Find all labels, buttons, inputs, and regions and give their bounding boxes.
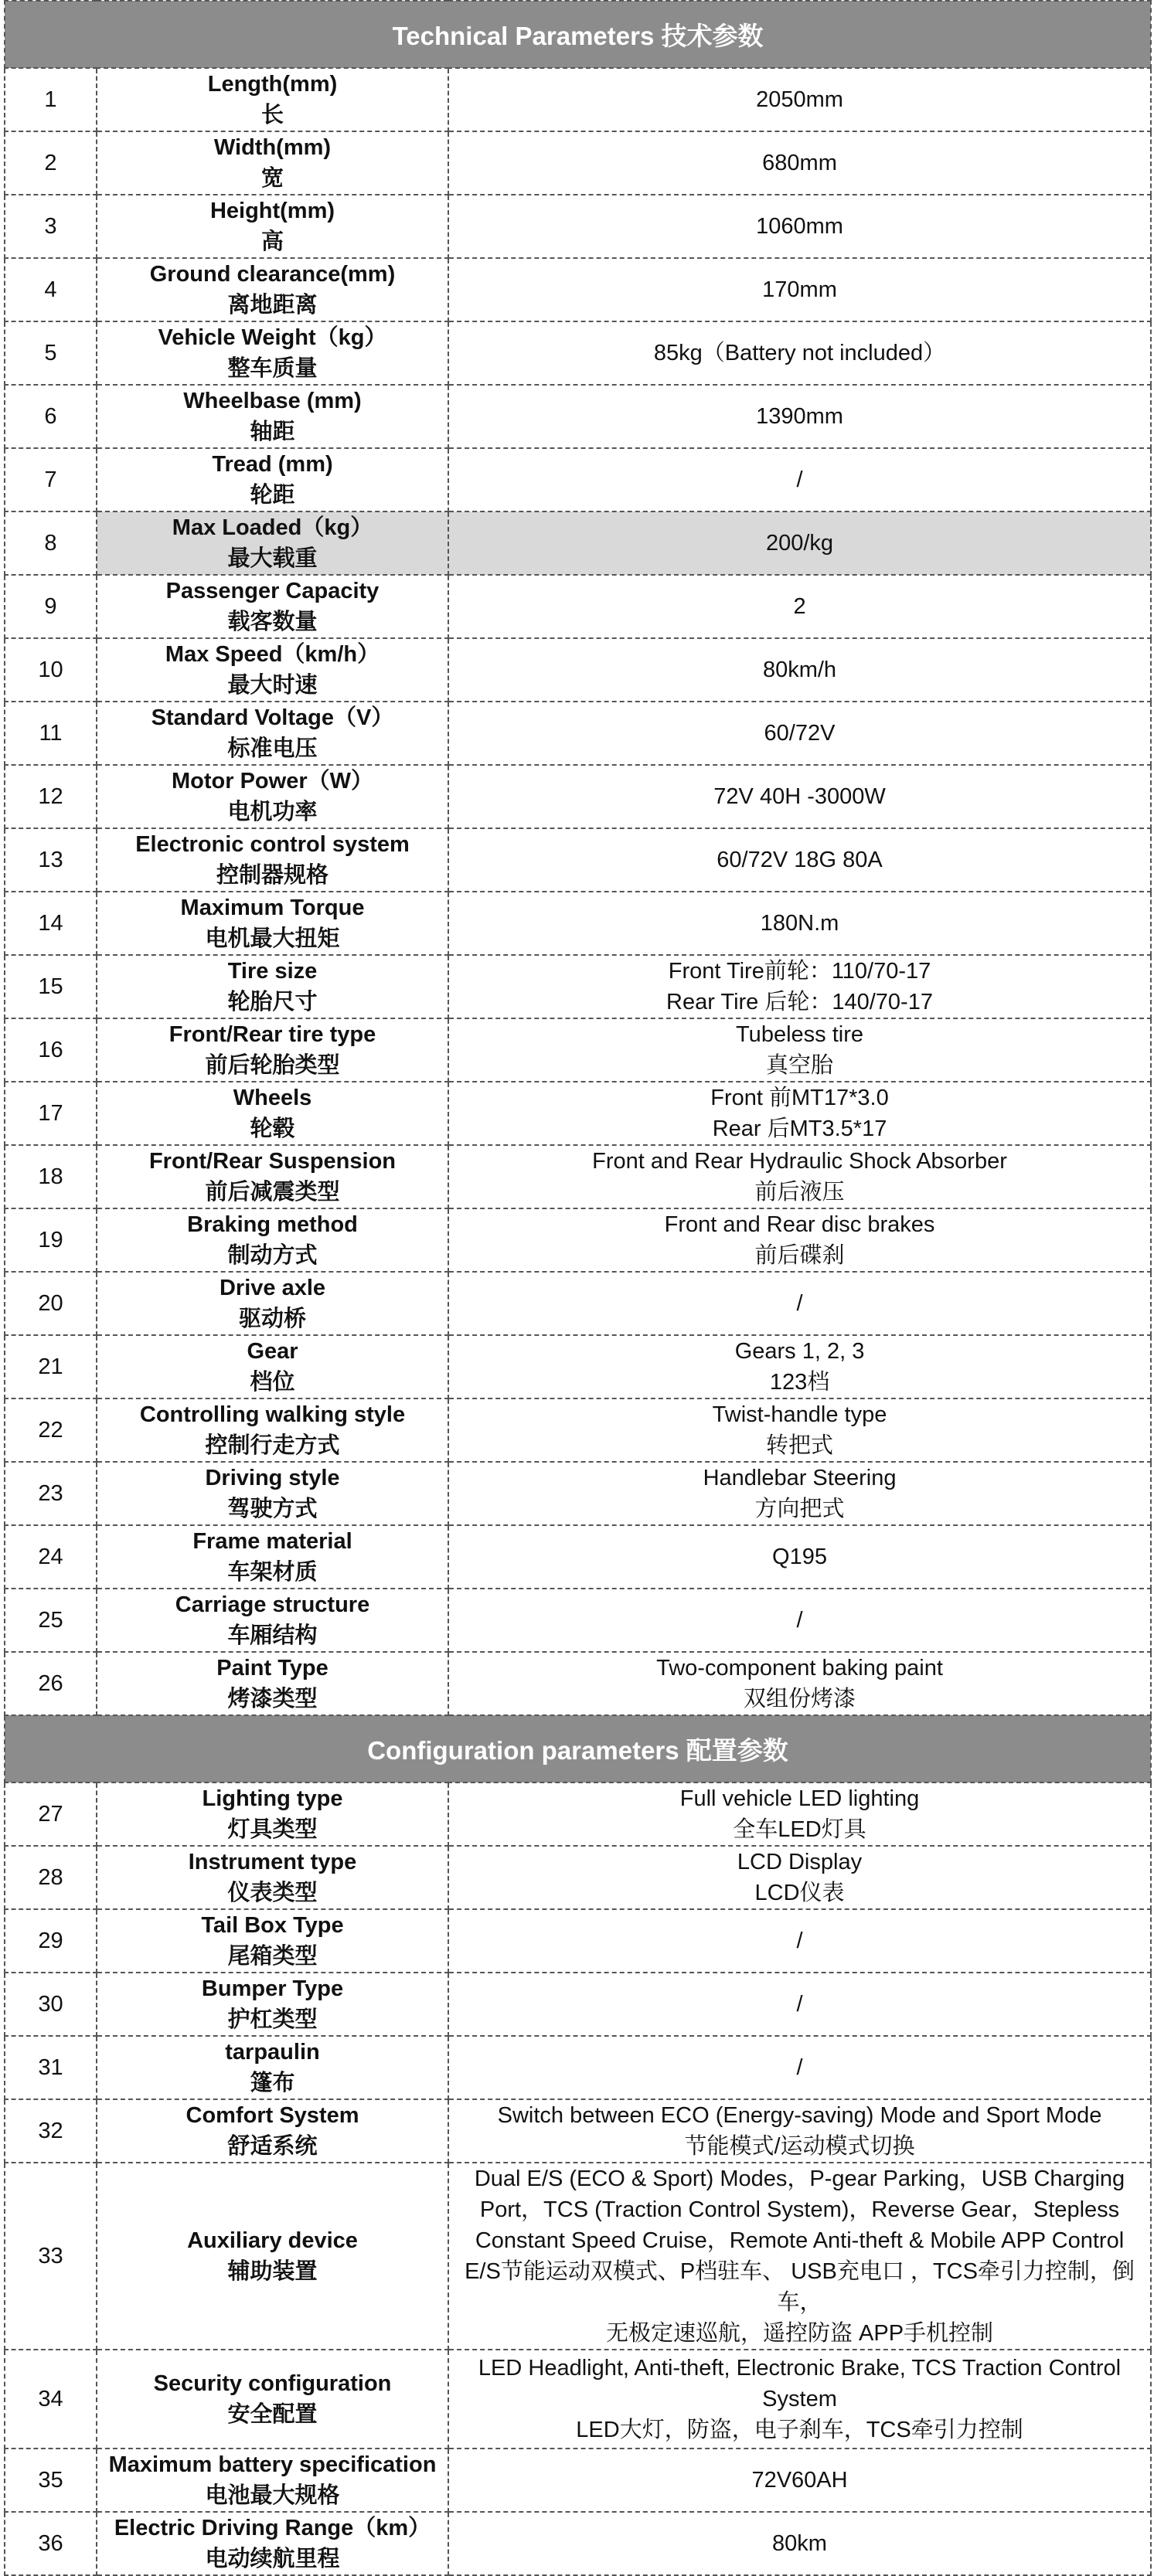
parameter-name-cn: 驾驶方式 [227,1497,318,1521]
parameter-sheet [4,0,1150,2576]
parameter-value-cell [448,575,1151,638]
parameter-value-line: 无极定速巡航，遥控防盗 APP手机控制 [605,2321,994,2346]
section-title: Configuration parameters 配置参数 [5,1715,1151,1782]
parameter-value-line: 72V 40H -3000W [713,784,886,809]
parameter-name-cell [97,1082,448,1145]
table-row [5,1398,1151,1462]
table-row [5,1462,1151,1525]
parameter-value-line: 200/kg [765,531,834,556]
parameter-name-cn: 最大载重 [227,546,318,571]
parameter-name-cn: 标准电压 [227,736,318,761]
parameter-value-cell [448,1589,1151,1652]
row-number: 2 [5,131,97,195]
table-row [5,68,1151,131]
parameter-name-cell [97,385,448,448]
parameter-value-cell [448,1335,1151,1398]
row-number: 12 [5,765,97,828]
parameter-name-cn: 辅助装置 [227,2259,318,2284]
parameter-name-en: Maximum Torque [180,895,365,920]
parameter-name-cell [97,1208,448,1272]
table-row [5,702,1151,765]
parameter-name-cell [97,1846,448,1909]
table-row [5,2036,1151,2099]
parameter-value-line: 前后碟刹 [754,1243,845,1268]
parameter-value-cell [448,1525,1151,1589]
parameter-value-cell [448,1398,1151,1462]
parameter-value-cell [448,2099,1151,2163]
table-row [5,765,1151,828]
parameter-name-en: Max Speed（km/h） [165,642,380,667]
parameter-name-cell [97,1782,448,1846]
table-row [5,1846,1151,1909]
parameter-name-cn: 烤漆类型 [227,1687,318,1711]
row-number: 33 [5,2163,97,2350]
parameter-value-cell [448,1145,1151,1208]
row-number: 19 [5,1208,97,1272]
parameter-value-line: LCD仪表 [754,1881,845,1905]
parameter-name-cell [97,2163,448,2350]
parameter-name-cn: 驱动桥 [238,1307,306,1331]
parameter-name-en: Width(mm) [213,135,332,160]
parameter-name-cell [97,1652,448,1715]
parameter-name-en: Driving style [205,1466,340,1490]
parameter-name-en: Electric Driving Range（km） [114,2516,431,2540]
parameter-value-line: E/S节能运动双模式、P档驻车、 USB充电口 ，TCS牵引力控制，倒车， [465,2259,1135,2315]
table-row [5,131,1151,195]
parameter-name-cn: 控制行走方式 [205,1433,340,1458]
parameter-value-line: / [796,2055,803,2080]
parameter-name-cell [97,765,448,828]
parameter-value-line: 真空胎 [766,1053,834,1078]
parameter-value-cell [448,195,1151,258]
table-row [5,892,1151,955]
parameter-name-en: Standard Voltage（V） [151,705,394,730]
table-row [5,258,1151,321]
table-row [5,1145,1151,1208]
parameter-value-line: Front and Rear disc brakes [664,1212,935,1237]
row-number: 20 [5,1272,97,1335]
row-number: 3 [5,195,97,258]
parameter-name-cn: 轮毂 [250,1116,295,1141]
table-row [5,511,1151,575]
parameter-value-line: Constant Speed Cruise，Remote Anti-theft & Mobile APP Control [475,2228,1125,2253]
parameter-name-en: Comfort System [186,2103,359,2128]
parameter-value-line: 1060mm [756,214,843,239]
table-row [5,1525,1151,1589]
parameter-name-cn: 制动方式 [227,1243,318,1268]
row-number: 6 [5,385,97,448]
parameter-value-cell [448,892,1151,955]
parameter-name-cell [97,1398,448,1462]
parameter-name-cell [97,1525,448,1589]
table-row [5,575,1151,638]
parameter-value-line: 180N.m [760,911,839,936]
table-row [5,1652,1151,1715]
parameter-name-cn: 最大时速 [227,673,318,698]
parameter-value-line: Switch between ECO (Energy-saving) Mode and Sport Mode [497,2103,1102,2128]
parameter-name-en: Gear [247,1339,298,1364]
parameter-value-line: 1390mm [756,404,843,429]
parameter-value-cell [448,1973,1151,2036]
row-number: 5 [5,321,97,385]
parameter-name-en: Braking method [187,1212,358,1237]
row-number: 18 [5,1145,97,1208]
parameter-name-en: Front/Rear Suspension [148,1149,397,1174]
table-row [5,1272,1151,1335]
parameter-value-line: Front Tire前轮：110/70-17 [668,959,931,984]
parameter-value-line: 2050mm [756,87,843,112]
parameter-name-cn: 轴距 [250,420,295,444]
parameter-name-cell [97,258,448,321]
parameter-value-cell [448,1846,1151,1909]
parameter-value-cell [448,258,1151,321]
parameter-name-cell [97,195,448,258]
parameter-name-cell [97,1909,448,1973]
parameter-value-cell [448,828,1151,892]
parameter-value-cell [448,1208,1151,1272]
table-row [5,2449,1151,2512]
parameter-value-line: Q195 [772,1545,827,1569]
parameter-value-cell [448,1272,1151,1335]
parameter-value-line: Gears 1, 2, 3 [734,1339,865,1364]
parameter-name-cell [97,2350,448,2449]
parameter-name-en: Tire size [227,959,318,984]
parameter-name-cn: 宽 [260,166,284,191]
parameter-name-cell [97,321,448,385]
parameter-name-cell [97,2512,448,2575]
row-number: 24 [5,1525,97,1589]
parameter-name-cn: 舒适系统 [227,2134,318,2159]
parameter-name-cell [97,1018,448,1082]
row-number: 28 [5,1846,97,1909]
parameter-name-en: Passenger Capacity [165,579,380,603]
row-number: 26 [5,1652,97,1715]
parameter-value-line: 680mm [762,151,837,175]
table-row [5,1909,1151,1973]
parameter-value-line: 方向把式 [754,1497,845,1521]
parameter-value-line: Front and Rear Hydraulic Shock Absorber [592,1149,1007,1174]
parameter-value-line: Two-component baking paint [656,1656,943,1681]
row-number: 17 [5,1082,97,1145]
parameter-name-en: Tread (mm) [212,452,333,477]
parameter-name-cell [97,1145,448,1208]
row-number: 4 [5,258,97,321]
parameter-name-cn: 轮胎尺寸 [227,990,318,1014]
parameter-value-cell [448,448,1151,511]
parameter-name-cell [97,131,448,195]
table-row [5,1208,1151,1272]
parameter-value-cell [448,321,1151,385]
parameter-value-line: 80km [772,2531,827,2556]
parameter-name-cell [97,448,448,511]
parameter-name-en: Auxiliary device [187,2228,358,2253]
parameter-value-line: Handlebar Steering [703,1466,897,1490]
parameter-name-cell [97,1973,448,2036]
parameter-name-en: Security configuration [153,2371,392,2396]
parameter-value-line: 80km/h [762,658,837,682]
parameter-name-en: Frame material [192,1529,352,1554]
parameter-value-line: 前后液压 [754,1180,845,1205]
parameter-value-line: 170mm [762,277,837,302]
parameter-name-cn: 车架材质 [227,1560,318,1585]
parameter-name-en: Max Loaded（kg） [172,515,373,540]
row-number: 15 [5,955,97,1018]
parameter-name-cell [97,828,448,892]
table-row [5,2099,1151,2163]
section-title: Technical Parameters 技术参数 [5,1,1151,68]
row-number: 9 [5,575,97,638]
parameter-name-cn: 高 [260,229,284,254]
parameter-value-line: / [796,1992,803,2017]
row-number: 34 [5,2350,97,2449]
parameter-value-cell [448,1462,1151,1525]
row-number: 10 [5,638,97,702]
parameter-value-line: Tubeless tire [736,1022,863,1047]
section-header [5,1,1151,68]
parameter-value-cell [448,1082,1151,1145]
parameter-value-line: / [796,1608,803,1633]
parameter-name-cell [97,1589,448,1652]
parameter-name-cn: 篷布 [250,2071,295,2095]
parameter-value-line: Full vehicle LED lighting [679,1786,920,1811]
parameter-value-line: LED大灯，防盗，电子刹车，TCS牵引力控制 [576,2418,1023,2442]
parameter-value-line: / [796,1929,803,1953]
spec-table [4,0,1152,2576]
parameter-name-en: Tail Box Type [201,1913,344,1938]
row-number: 35 [5,2449,97,2512]
row-number: 13 [5,828,97,892]
parameter-name-cn: 仪表类型 [227,1881,318,1905]
parameter-value-line: 全车LED灯具 [733,1817,866,1842]
parameter-name-cell [97,1335,448,1398]
parameter-value-cell [448,1782,1151,1846]
row-number: 16 [5,1018,97,1082]
table-row [5,1589,1151,1652]
parameter-name-cn: 电池最大规格 [205,2483,340,2508]
parameter-value-line: System [762,2387,837,2411]
parameter-name-cell [97,575,448,638]
parameter-name-en: Instrument type [188,1850,357,1874]
table-row [5,955,1151,1018]
parameter-value-line: Dual E/S (ECO & Sport) Modes，P-gear Parking，USB Charging [474,2166,1125,2191]
parameter-value-cell [448,2350,1151,2449]
row-number: 30 [5,1973,97,2036]
table-row [5,1335,1151,1398]
row-number: 21 [5,1335,97,1398]
table-row [5,448,1151,511]
table-row [5,1082,1151,1145]
table-row [5,1973,1151,2036]
table-row [5,638,1151,702]
parameter-name-en: Height(mm) [209,199,335,223]
parameter-value-line: Rear Tire 后轮：140/70-17 [666,990,933,1014]
parameter-value-cell [448,131,1151,195]
row-number: 22 [5,1398,97,1462]
parameter-value-line: 节能模式/运动模式切换 [684,2134,915,2159]
parameter-value-cell [448,2512,1151,2575]
row-number: 1 [5,68,97,131]
parameter-value-line: 60/72V [764,721,836,746]
parameter-value-line: 双组份烤漆 [744,1687,856,1711]
parameter-value-line: Port，TCS (Traction Control System)，Reverse Gear，Stepless [479,2197,1120,2222]
parameter-name-en: Bumper Type [201,1976,344,2001]
parameter-name-en: Length(mm) [207,72,338,97]
parameter-value-line: LCD Display [737,1850,863,1874]
parameter-name-en: Controlling walking style [139,1402,406,1427]
table-row [5,1782,1151,1846]
parameter-name-en: Front/Rear tire type [169,1022,376,1047]
parameter-name-cn: 电动续航里程 [205,2547,340,2571]
parameter-name-en: Drive axle [219,1276,326,1300]
parameter-name-en: Lighting type [202,1786,343,1811]
parameter-value-line: / [796,467,803,492]
parameter-value-cell [448,1909,1151,1973]
row-number: 14 [5,892,97,955]
parameter-value-line: 123档 [769,1370,830,1395]
parameter-name-cell [97,2099,448,2163]
parameter-name-cn: 控制器规格 [216,863,328,888]
parameter-name-en: tarpaulin [225,2040,320,2065]
row-number: 29 [5,1909,97,1973]
parameter-name-cn: 电机功率 [227,800,318,824]
parameter-value-line: Rear 后MT3.5*17 [712,1116,887,1141]
parameter-value-cell [448,2036,1151,2099]
parameter-name-cell [97,892,448,955]
parameter-name-cn: 尾箱类型 [227,1944,318,1969]
parameter-value-cell [448,955,1151,1018]
parameter-name-cn: 离地距离 [227,293,318,318]
parameter-name-en: Carriage structure [175,1592,370,1617]
parameter-value-line: 85kg（Battery not included） [653,341,946,365]
parameter-name-cell [97,702,448,765]
parameter-name-cn: 档位 [250,1370,295,1395]
parameter-name-cn: 安全配置 [227,2402,318,2427]
table-row [5,1018,1151,1082]
parameter-name-cn: 轮距 [250,483,295,508]
parameter-value-line: / [796,1291,803,1316]
parameter-name-cn: 灯具类型 [227,1817,318,1842]
row-number: 11 [5,702,97,765]
parameter-value-cell [448,765,1151,828]
parameter-value-cell [448,2163,1151,2350]
row-number: 8 [5,511,97,575]
parameter-name-cn: 车厢结构 [227,1623,318,1648]
parameter-name-cn: 电机最大扭矩 [205,926,340,951]
parameter-name-cn: 整车质量 [227,356,318,381]
spec-table-body [5,1,1151,2575]
parameter-name-en: Ground clearance(mm) [149,262,396,287]
parameter-name-cell [97,1272,448,1335]
row-number: 31 [5,2036,97,2099]
parameter-name-cell [97,955,448,1018]
parameter-name-cell [97,1462,448,1525]
parameter-name-cn: 前后轮胎类型 [205,1053,340,1078]
parameter-value-cell [448,68,1151,131]
row-number: 32 [5,2099,97,2163]
row-number: 25 [5,1589,97,1652]
parameter-name-cell [97,511,448,575]
parameter-name-cell [97,2449,448,2512]
parameter-name-en: Maximum battery specification [108,2452,437,2477]
parameter-name-cell [97,638,448,702]
parameter-value-line: Front 前MT17*3.0 [710,1086,889,1110]
table-row [5,2163,1151,2350]
parameter-value-cell [448,1018,1151,1082]
parameter-value-cell [448,1652,1151,1715]
parameter-value-cell [448,638,1151,702]
parameter-value-cell [448,2449,1151,2512]
parameter-name-cell [97,2036,448,2099]
row-number: 7 [5,448,97,511]
parameter-name-en: Vehicle Weight（kg） [158,325,387,350]
parameter-name-cell [97,68,448,131]
parameter-name-en: Motor Power（W） [172,769,373,794]
parameter-value-line: 转把式 [766,1433,834,1458]
table-row [5,195,1151,258]
row-number: 27 [5,1782,97,1846]
parameter-name-cn: 护杠类型 [227,2007,318,2032]
parameter-value-line: LED Headlight, Anti-theft, Electronic Brake, TCS Traction Control [478,2356,1122,2381]
parameter-value-line: 60/72V 18G 80A [717,848,883,872]
parameter-name-en: Wheelbase (mm) [183,389,362,413]
parameter-value-line: 2 [793,594,806,619]
parameter-value-line: 72V60AH [751,2468,848,2493]
parameter-name-en: Paint Type [216,1656,328,1681]
section-header [5,1715,1151,1782]
parameter-value-line: Twist-handle type [712,1402,887,1427]
table-row [5,828,1151,892]
parameter-name-en: Electronic control system [135,832,410,857]
parameter-value-cell [448,385,1151,448]
table-row [5,2350,1151,2449]
parameter-name-cn: 前后减震类型 [205,1180,340,1205]
parameter-name-cn: 载客数量 [227,610,318,634]
row-number: 36 [5,2512,97,2575]
parameter-value-cell [448,511,1151,575]
table-row [5,2512,1151,2575]
table-row [5,321,1151,385]
row-number: 23 [5,1462,97,1525]
parameter-name-en: Wheels [233,1086,312,1110]
table-row [5,385,1151,448]
parameter-value-cell [448,702,1151,765]
parameter-name-cn: 长 [260,103,284,127]
